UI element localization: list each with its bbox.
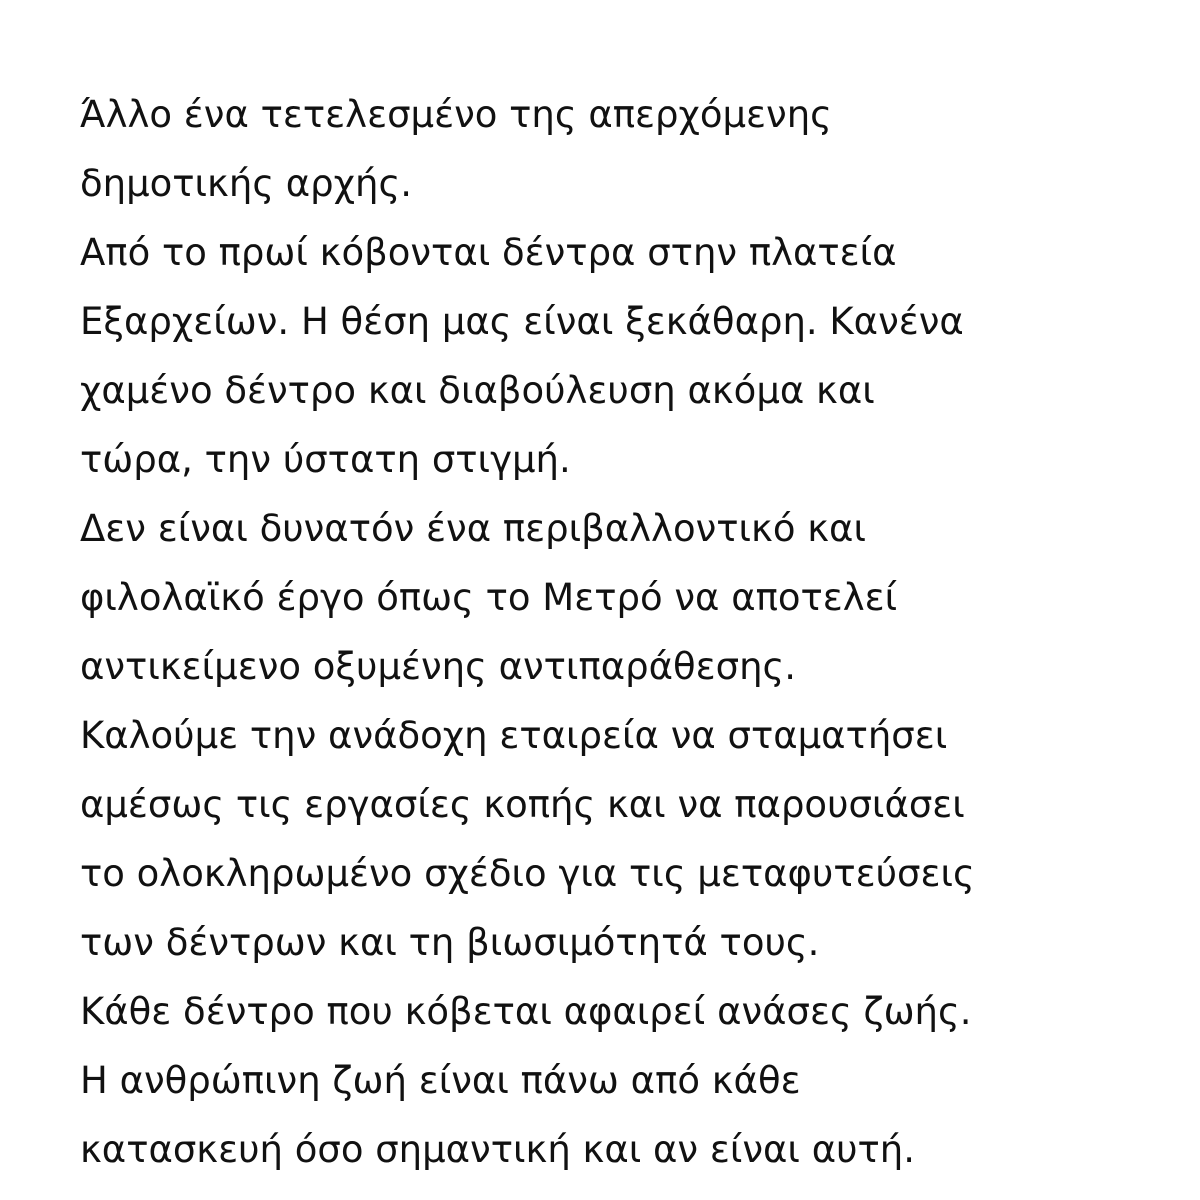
post-text [80,80,1170,1184]
text-line: δημοτικής αρχής. [80,162,412,205]
text-line: Κάθε δέντρο που κόβεται αφαιρεί ανάσες ζωής. [80,990,972,1033]
text-line: το ολοκληρωμένο σχέδιο για τις μεταφυτεύσεις [80,852,975,895]
text-line: Άλλο ένα τετελεσμένο της απερχόμενης [80,93,832,136]
text-line: των δέντρων και τη βιωσιμότητά τους. [80,921,820,964]
text-line: φιλολαϊκό έργο όπως το Μετρό να αποτελεί [80,576,898,619]
text-line: Από το πρωί κόβονται δέντρα στην πλατεία [80,231,897,274]
text-line: Καλούμε την ανάδοχη εταιρεία να σταματήσει [80,714,948,757]
text-line: αμέσως τις εργασίες κοπής και να παρουσιάσει [80,783,965,826]
text-line: Δεν είναι δυνατόν ένα περιβαλλοντικό και [80,507,866,550]
text-line: τώρα, την ύστατη στιγμή. [80,438,571,481]
text-line: κατασκευή όσο σημαντική και αν είναι αυτή. [80,1128,915,1171]
text-line: αντικείμενο οξυμένης αντιπαράθεσης. [80,645,797,688]
text-line: χαμένο δέντρο και διαβούλευση ακόμα και [80,369,875,412]
text-line: Εξαρχείων. Η θέση μας είναι ξεκάθαρη. Κανένα [80,300,964,343]
text-line: Η ανθρώπινη ζωή είναι πάνω από κάθε [80,1059,801,1102]
